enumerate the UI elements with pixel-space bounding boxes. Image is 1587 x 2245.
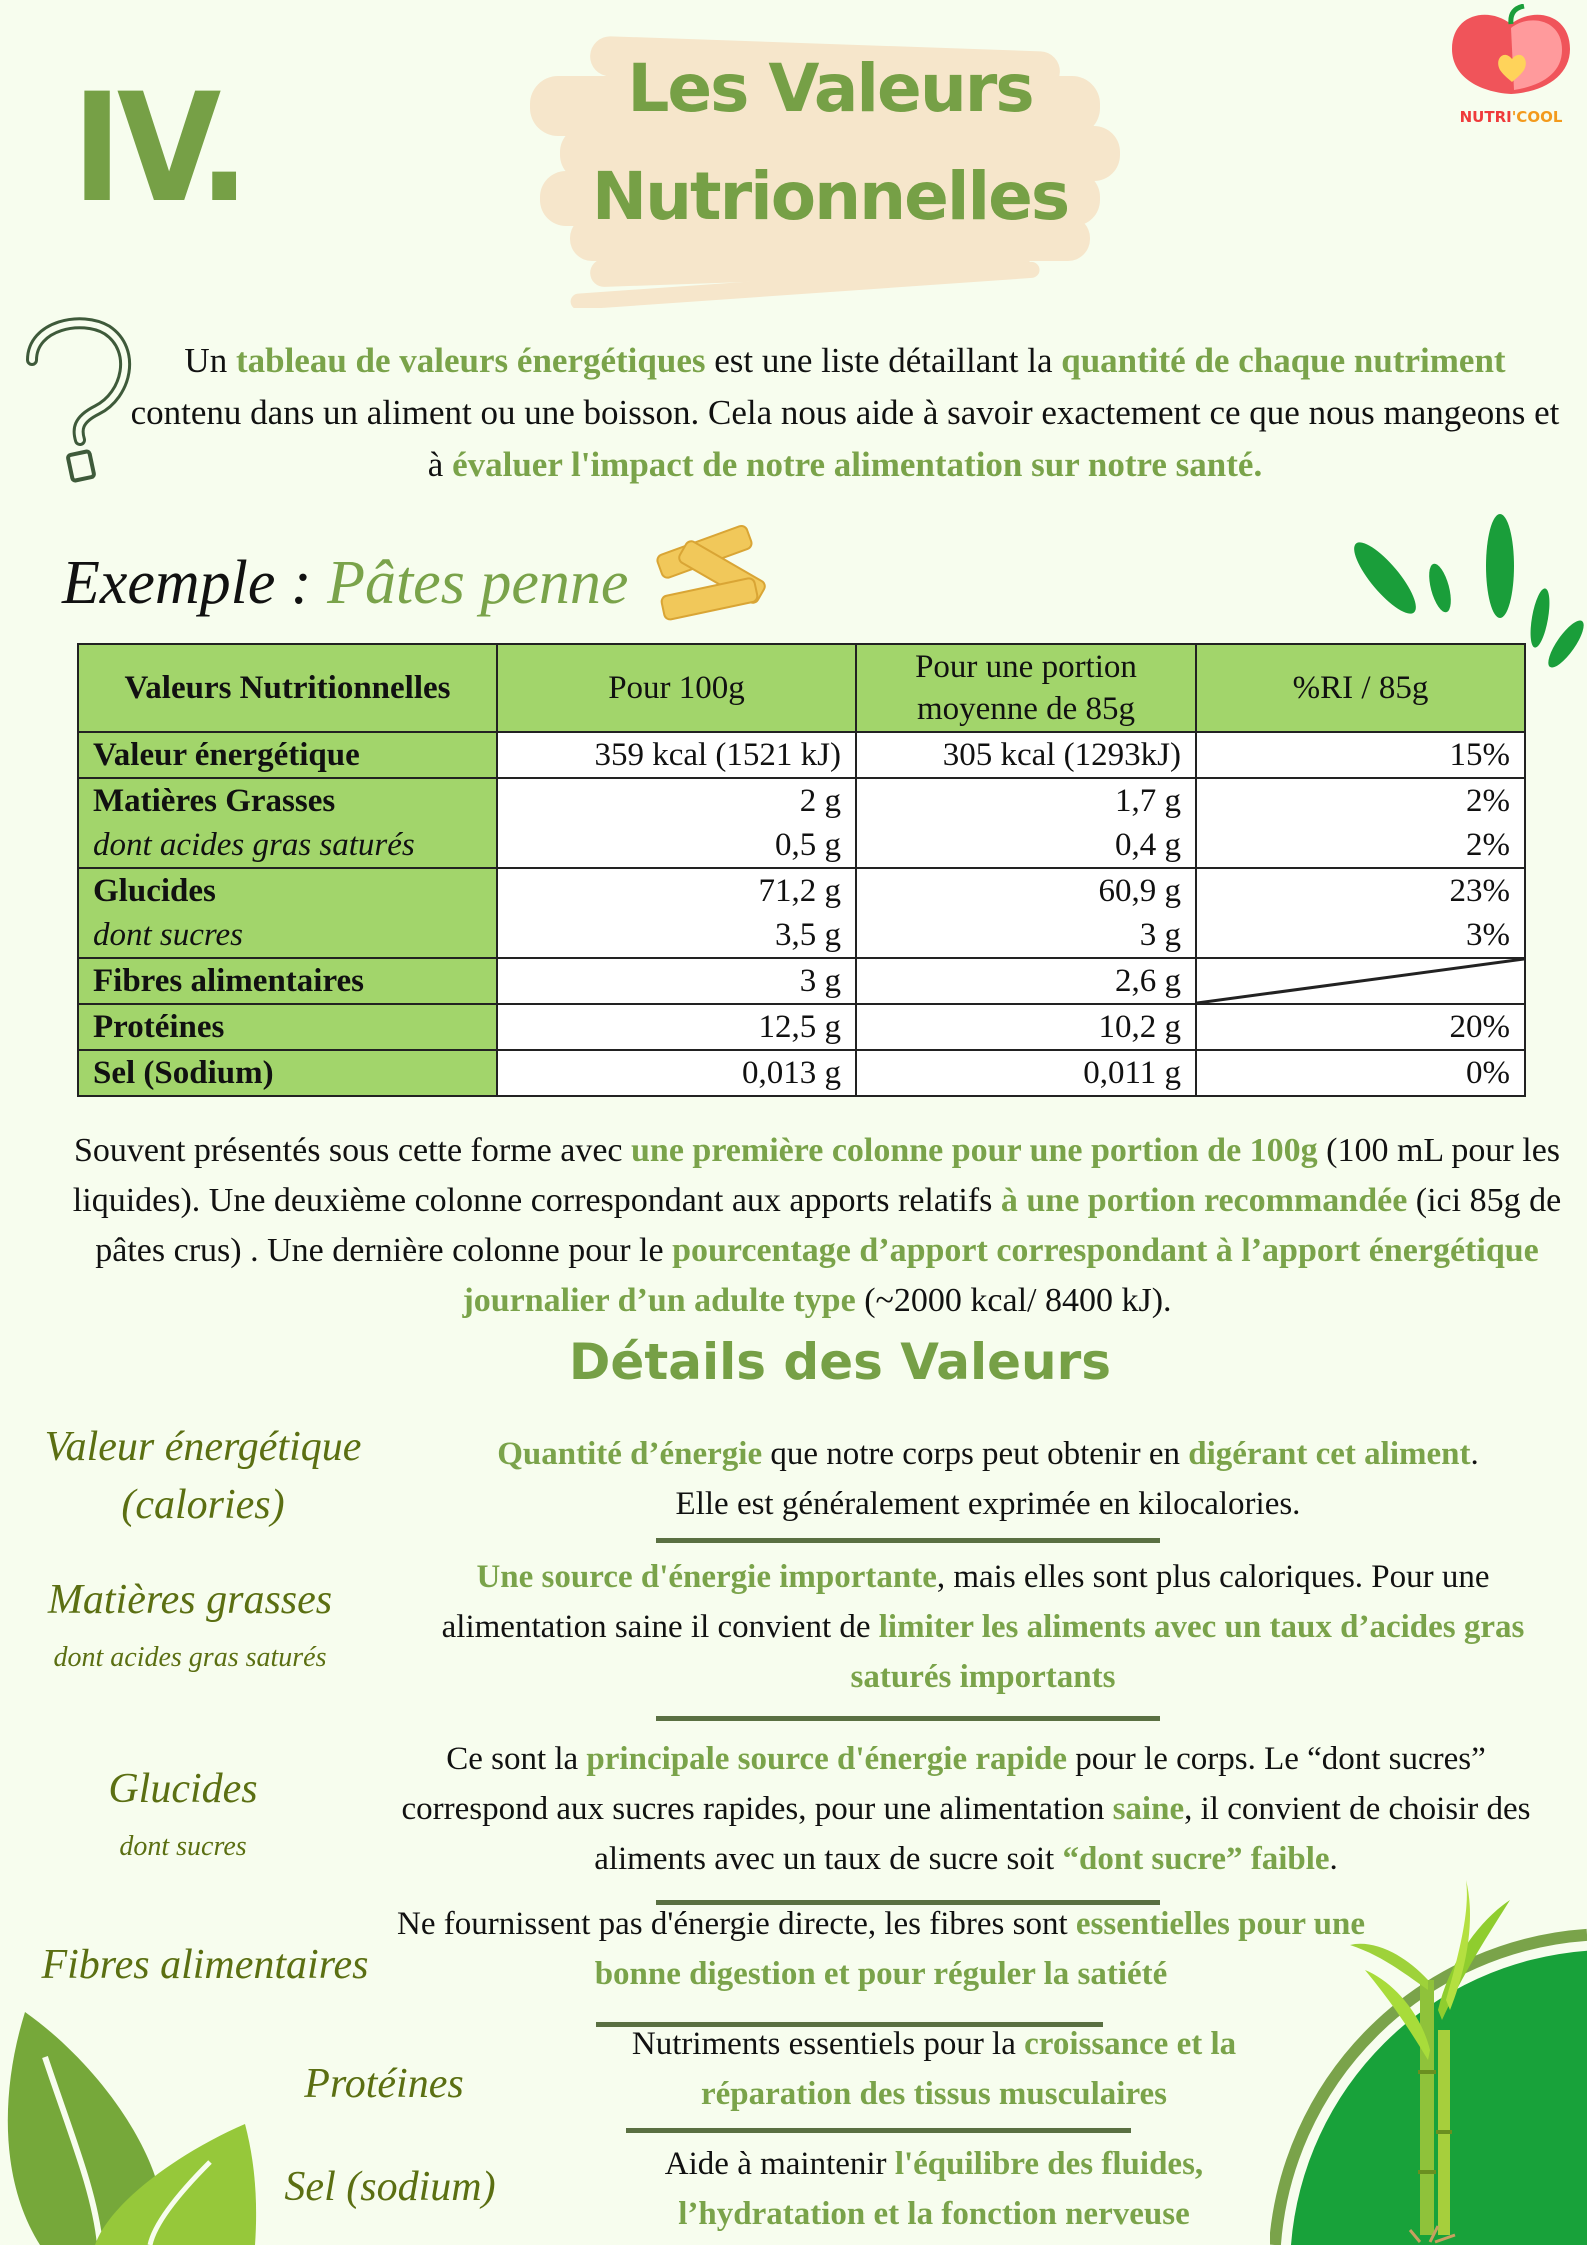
detail-text: Nutriments essentiels pour la xyxy=(631,2026,1025,2062)
penne-pasta-icon xyxy=(652,515,782,625)
detail-label-fibres xyxy=(41,1936,368,1994)
explanation-text: Souvent présentés sous cette forme avec xyxy=(73,1132,632,1169)
detail-label-sub: (calories) xyxy=(121,1482,285,1528)
details-title: Détails des Valeurs xyxy=(568,1333,1112,1391)
intro-paragraph xyxy=(130,335,1560,491)
explanation-highlight: pourcentage d’apport correspondant à l’apport énergétique journalier d’un adulte type xyxy=(462,1232,1539,1319)
detail-text-energy xyxy=(418,1429,1558,1529)
detail-text-proteins xyxy=(574,2019,1294,2119)
detail-text: Ce sont la xyxy=(446,1741,587,1777)
detail-label: Fibres alimentaires xyxy=(41,1942,369,1988)
table-row xyxy=(78,1004,1525,1050)
row-label: Valeur énergétique xyxy=(78,732,497,778)
divider xyxy=(626,2128,1131,2133)
detail-text: . xyxy=(1470,1436,1479,1472)
divider xyxy=(656,1538,1160,1543)
detail-text: Aide à maintenir xyxy=(664,2146,895,2182)
explanation-text: (100 mL pour les liquides). Une deuxième colonne correspondant aux apports relatifs xyxy=(72,1132,1561,1219)
cell-per100-sub: 0,5 g xyxy=(775,827,841,863)
nutricool-logo xyxy=(1448,4,1574,132)
example-heading xyxy=(62,548,628,619)
detail-label: Glucides xyxy=(108,1766,258,1812)
explanation-paragraph xyxy=(67,1126,1567,1326)
explanation-text: (ici 85g de pâtes crus) . Une dernière colonne pour le xyxy=(95,1182,1562,1269)
detail-text: . xyxy=(1329,1841,1338,1877)
detail-label: Protéines xyxy=(304,2061,464,2107)
detail-highlight: essentielles pour une bonne digestion et pour réguler la satiété xyxy=(594,1906,1365,1992)
detail-highlight: saine xyxy=(1112,1791,1185,1827)
column-header: Pour 100g xyxy=(497,644,856,732)
row-sublabel: dont sucres xyxy=(93,917,244,953)
logo-text-cool: 'COOL xyxy=(1511,108,1563,126)
apple-icon xyxy=(1448,4,1574,99)
detail-text: Elle est généralement exprimée en kilocalories. xyxy=(675,1486,1301,1522)
cell-portion: 10,2 g xyxy=(856,1004,1196,1050)
question-mark-icon xyxy=(22,315,142,485)
cell-ri: 23% xyxy=(1449,873,1510,909)
cell-per100: 12,5 g xyxy=(497,1004,856,1050)
detail-highlight: croissance et la réparation des tissus musculaires xyxy=(701,2026,1237,2112)
divider xyxy=(656,1716,1160,1721)
cell-ri: 0% xyxy=(1196,1050,1525,1096)
detail-label-salt xyxy=(284,2158,495,2216)
page-title-line1: Les Valeurs xyxy=(627,50,1033,127)
detail-label: Sel (sodium) xyxy=(284,2164,496,2210)
detail-text: , il convient de choisir des aliments avec un taux de sucre soit xyxy=(594,1791,1531,1877)
detail-text-fat xyxy=(398,1552,1568,1702)
column-header: %RI / 85g xyxy=(1196,644,1525,732)
cell-per100: 2 g xyxy=(799,783,841,819)
detail-highlight: “dont sucre” faible xyxy=(1062,1841,1330,1877)
table-row xyxy=(78,868,1525,958)
explanation-highlight: une première colonne pour une portion de 100g xyxy=(631,1132,1318,1169)
logo-text-nutri: NUTRI xyxy=(1459,108,1512,126)
intro-highlight: évaluer l'impact de notre alimentation sur notre santé. xyxy=(452,445,1263,484)
table-row xyxy=(78,1050,1525,1096)
cell-portion-sub: 3 g xyxy=(1139,917,1181,953)
intro-text: est une liste détaillant la xyxy=(705,341,1062,380)
cell-portion: 0,011 g xyxy=(856,1050,1196,1096)
cell-per100-sub: 3,5 g xyxy=(775,917,841,953)
cell-portion: 60,9 g xyxy=(1098,873,1181,909)
cell-portion-sub: 0,4 g xyxy=(1115,827,1181,863)
nutrition-table xyxy=(77,643,1526,1097)
row-label: Glucides xyxy=(93,873,216,909)
detail-highlight: principale source d'énergie rapide xyxy=(586,1741,1068,1777)
detail-highlight: l'équilibre des fluides, l’hydratation et la fonction nerveuse xyxy=(678,2146,1204,2232)
intro-highlight: quantité de chaque nutriment xyxy=(1061,341,1506,380)
leaves-decoration xyxy=(0,2012,265,2245)
detail-text: que notre corps peut obtenir en xyxy=(762,1436,1189,1472)
column-header: Valeurs Nutritionnelles xyxy=(78,644,497,732)
detail-text: , mais elles sont plus caloriques. Pour une alimentation saine il convient de xyxy=(441,1559,1490,1645)
example-label: Exemple : xyxy=(62,549,328,617)
cell-per100: 359 kcal (1521 kJ) xyxy=(497,732,856,778)
detail-text-carbs xyxy=(381,1734,1551,1884)
cell-ri-sub: 2% xyxy=(1466,827,1510,863)
detail-text-fibres xyxy=(391,1899,1371,1999)
detail-highlight: limiter les aliments avec un taux d’acides gras saturés importants xyxy=(850,1609,1525,1695)
cell-ri: 15% xyxy=(1196,732,1525,778)
detail-label: Valeur énergétique xyxy=(44,1424,362,1470)
section-number: IV. xyxy=(72,62,245,236)
detail-label-sub: dont acides gras saturés xyxy=(53,1642,327,1673)
cell-portion: 2,6 g xyxy=(856,958,1196,1004)
intro-text: Un xyxy=(184,341,236,380)
cell-portion: 1,7 g xyxy=(1115,783,1181,819)
row-label: Matières Grasses xyxy=(93,783,336,819)
cell-ri: 2% xyxy=(1466,783,1510,819)
explanation-highlight: à une portion recommandée xyxy=(1000,1182,1408,1219)
cell-ri-sub: 3% xyxy=(1466,917,1510,953)
column-header: Pour une portion moyenne de 85g xyxy=(856,644,1196,732)
detail-highlight: Quantité d’énergie xyxy=(497,1436,763,1472)
example-value: Pâtes penne xyxy=(327,549,629,617)
intro-highlight: tableau de valeurs énergétiques xyxy=(235,341,706,380)
detail-label-sub: dont sucres xyxy=(119,1831,247,1862)
cell-ri-empty xyxy=(1196,958,1525,1004)
detail-label: Matières grasses xyxy=(47,1577,333,1623)
detail-label-fat xyxy=(48,1571,332,1687)
detail-label-energy xyxy=(45,1418,362,1534)
table-row xyxy=(78,778,1525,868)
diagonal-strike xyxy=(1197,959,1524,1003)
detail-text: Ne fournissent pas d'énergie directe, les fibres sont xyxy=(397,1906,1076,1942)
explanation-text: (~2000 kcal/ 8400 kJ). xyxy=(855,1282,1172,1319)
cell-per100: 3 g xyxy=(497,958,856,1004)
table-header-row xyxy=(78,644,1525,732)
table-row xyxy=(78,732,1525,778)
page-title-line2: Nutrionnelles xyxy=(591,158,1069,235)
row-label: Protéines xyxy=(78,1004,497,1050)
row-label: Sel (Sodium) xyxy=(78,1050,497,1096)
detail-text-salt xyxy=(574,2139,1294,2239)
detail-text: pour le corps. Le “dont sucres” correspond aux sucres rapides, pour une alimentation xyxy=(401,1741,1486,1827)
detail-highlight: Une source d'énergie importante xyxy=(476,1559,937,1595)
table-row xyxy=(78,958,1525,1004)
cell-per100: 0,013 g xyxy=(497,1050,856,1096)
cell-ri: 20% xyxy=(1196,1004,1525,1050)
row-sublabel: dont acides gras saturés xyxy=(93,827,415,863)
cell-per100: 71,2 g xyxy=(758,873,841,909)
detail-label-carbs xyxy=(108,1760,257,1876)
row-label: Fibres alimentaires xyxy=(78,958,497,1004)
cell-portion: 305 kcal (1293kJ) xyxy=(856,732,1196,778)
detail-highlight: digérant cet aliment xyxy=(1188,1436,1471,1472)
intro-text: contenu dans un aliment ou une boisson. Cela nous aide à savoir exactement ce que nous mangeons et à xyxy=(130,393,1560,484)
detail-label-proteins xyxy=(304,2055,463,2113)
